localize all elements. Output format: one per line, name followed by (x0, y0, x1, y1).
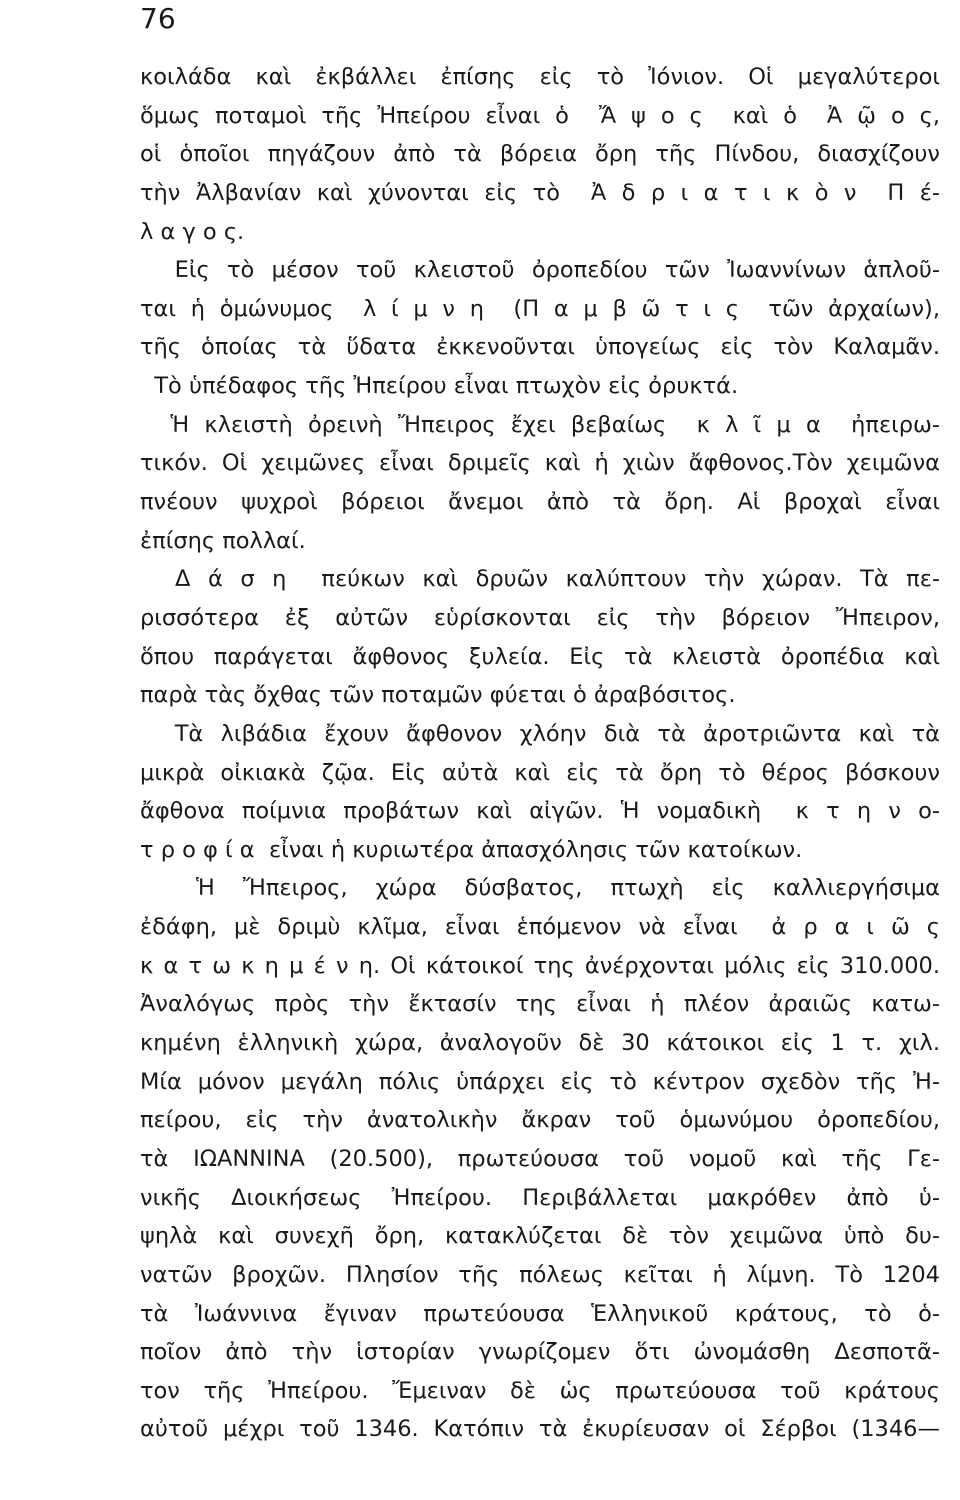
text-line: νικῆς Διοικήσεως Ἠπείρου. Περιβάλλεται μακρόθεν ἀπὸ ὑ- (140, 1184, 940, 1211)
text-line: τ ρ ο φ ί α εἶναι ἡ κυριωτέρα ἀπασχόλησις τῶν κατοίκων. (140, 836, 803, 863)
page-number: 76 (140, 2, 176, 35)
body-text (140, 58, 940, 1449)
text-line: κοιλάδα καὶ ἐκβάλλει ἐπίσης εἰς τὸ Ἰόνιον. Οἱ μεγαλύτεροι (140, 64, 940, 90)
text-line: Ἡ κλειστὴ ὀρεινὴ Ἤπειρος ἔχει βεβαίως κ λ ῖ μ α ἠπειρω- (140, 411, 940, 438)
text-line: κημένη ἑλληνικὴ χώρα, ἀναλογοῦν δὲ 30 κάτοικοι εἰς 1 τ. χιλ. (140, 1030, 940, 1057)
text-line: μικρὰ οἰκιακὰ ζῷα. Εἰς αὐτὰ καὶ εἰς τὰ ὄρη τὸ θέρος βόσκουν (140, 759, 940, 786)
text-line: αὐτοῦ μέχρι τοῦ 1346. Κατόπιν τὰ ἐκυρίευσαν οἱ Σέρβοι (1346— (140, 1416, 940, 1443)
text-line: Τὰ λιβάδια ἔχουν ἄφθονον χλόην διὰ τὰ ἀροτριῶντα καὶ τὰ (140, 720, 940, 747)
text-line: τὰ Ἰωάννινα ἔγιναν πρωτεύουσα Ἑλληνικοῦ κράτους, τὸ ὁ- (140, 1300, 940, 1327)
text-line: οἱ ὁποῖοι πηγάζουν ἀπὸ τὰ βόρεια ὄρη τῆς Πίνδου, διασχίζουν (140, 141, 940, 168)
text-line: ται ἡ ὁμώνυμος λ ί μ ν η (Π α μ β ῶ τ ι ς τῶν ἀρχαίων), (140, 295, 940, 322)
text-line: παρὰ τὰς ὄχθας τῶν ποταμῶν φύεται ὁ ἀραβόσιτος. (140, 682, 736, 709)
text-line: Εἰς τὸ μέσον τοῦ κλειστοῦ ὀροπεδίου τῶν Ἰωαννίνων ἁπλοῦ- (140, 257, 940, 284)
text-line: τὴν Ἀλβανίαν καὶ χύνονται εἰς τὸ Ἀ δ ρ ι α τ ι κ ὸ ν Π έ- (140, 179, 940, 206)
text-line: πείρου, εἰς τὴν ἀνατολικὴν ἄκραν τοῦ ὁμωνύμου ὀροπεδίου, (140, 1107, 940, 1134)
text-line: Ἡ Ἤπειρος, χώρα δύσβατος, πτωχὴ εἰς καλλιεργήσιμα (140, 875, 940, 902)
text-line: Δ ά σ η πεύκων καὶ δρυῶν καλύπτουν τὴν χώραν. Τὰ πε- (140, 566, 940, 593)
text-line: ποῖον ἀπὸ τὴν ἱστορίαν γνωρίζομεν ὅτι ὠνομάσθη Δεσποτᾶ- (140, 1339, 940, 1366)
text-line: ἄφθονα ποίμνια προβάτων καὶ αἰγῶν. Ἡ νομαδικὴ κ τ η ν ο- (140, 798, 940, 825)
text-line: ὅπου παράγεται ἄφθονος ξυλεία. Εἰς τὰ κλειστὰ ὀροπέδια καὶ (140, 643, 940, 670)
text-line: Ἀναλόγως πρὸς τὴν ἔκτασίν της εἶναι ἡ πλέον ἀραιῶς κατω- (140, 991, 940, 1018)
text-line: λ α γ ο ς. (140, 218, 245, 245)
text-line: Μία μόνον μεγάλη πόλις ὑπάρχει εἰς τὸ κέντρον σχεδὸν τῆς Ἠ- (140, 1068, 940, 1095)
text-line: πνέουν ψυχροὶ βόρειοι ἄνεμοι ἀπὸ τὰ ὄρη. Αἱ βροχαὶ εἶναι (140, 489, 940, 516)
text-line: τον τῆς Ἠπείρου. Ἔμειναν δὲ ὡς πρωτεύουσα τοῦ κράτους (140, 1377, 940, 1404)
text-line: ὅμως ποταμοὶ τῆς Ἠπείρου εἶναι ὁ Ἄ ψ ο ς καὶ ὁ Ἀ ῷ ο ς, (140, 102, 940, 129)
text-line: ψηλὰ καὶ συνεχῆ ὄρη, κατακλύζεται δὲ τὸν χειμῶνα ὑπὸ δυ- (140, 1223, 940, 1250)
text-line: τῆς ὁποίας τὰ ὕδατα ἐκκενοῦνται ὑπογείως εἰς τὸν Καλαμᾶν. (140, 334, 940, 361)
text-line: Τὸ ὑπέδαφος τῆς Ἠπείρου εἶναι πτωχὸν εἰς ὀρυκτά. (140, 373, 739, 400)
text-line: ἐδάφη, μὲ δριμὺ κλῖμα, εἶναι ἑπόμενον νὰ εἶναι ἀ ρ α ι ῶ ς (140, 914, 940, 941)
text-line: τὰ ΙΩΑΝΝΙΝΑ (20.500), πρωτεύουσα τοῦ νομοῦ καὶ τῆς Γε- (140, 1145, 940, 1172)
text-line: κ α τ ω κ η μ έ ν η. Οἱ κάτοικοί της ἀνέρχονται μόλις εἰς 310.000. (140, 952, 940, 979)
text-line: τικόν. Οἱ χειμῶνες εἶναι δριμεῖς καὶ ἡ χιὼν ἄφθονος.Τὸν χειμῶνα (140, 450, 940, 477)
text-line: ρισσότερα ἐξ αὐτῶν εὑρίσκονται εἰς τὴν βόρειον Ἤπειρον, (140, 604, 940, 631)
text-line: ἐπίσης πολλαί. (140, 527, 306, 554)
text-line: νατῶν βροχῶν. Πλησίον τῆς πόλεως κεῖται ἡ λίμνη. Τὸ 1204 (140, 1261, 940, 1288)
